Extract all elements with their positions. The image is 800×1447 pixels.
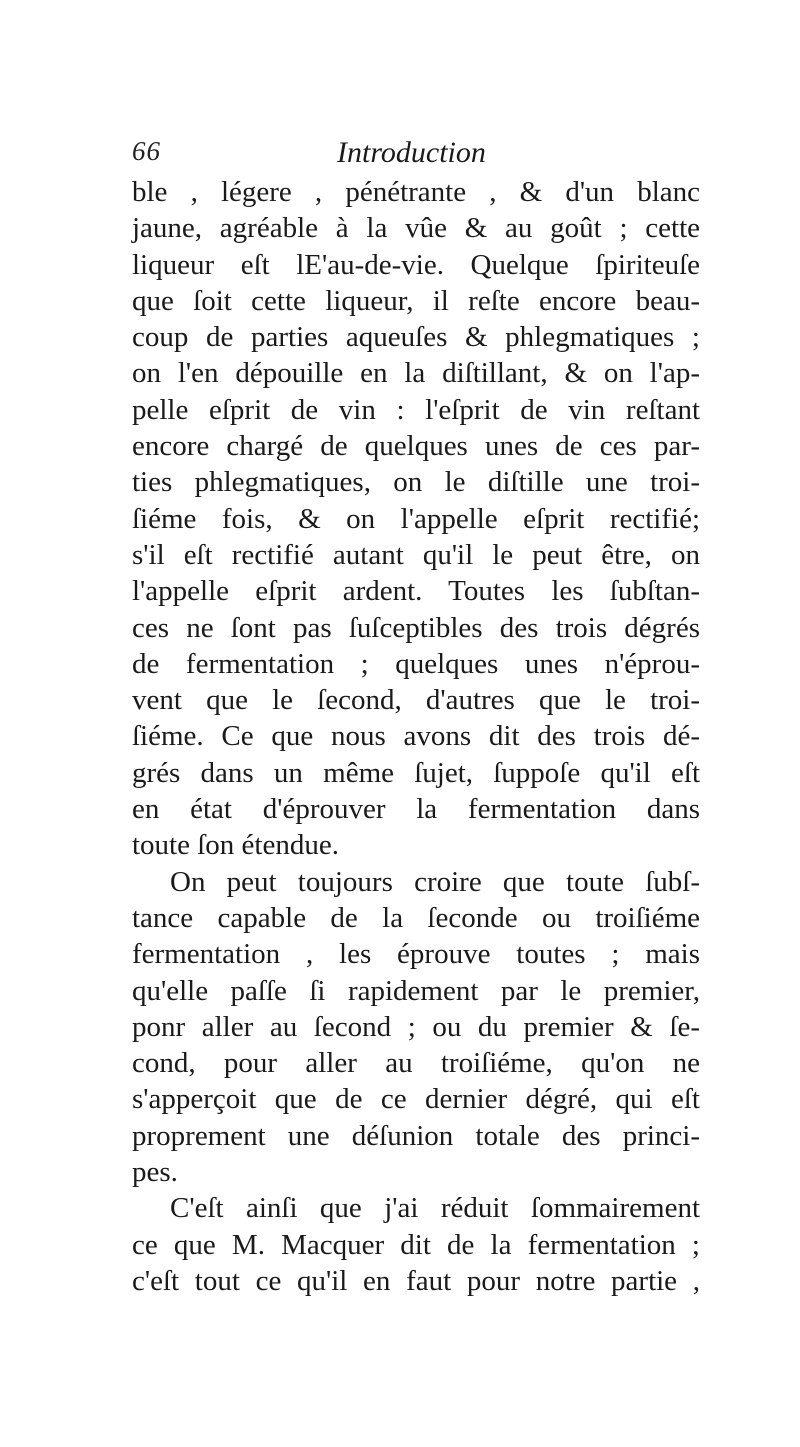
running-title: Introduction (337, 136, 486, 169)
text-line: cond, pour aller au troiſiéme, qu'on ne (132, 1047, 700, 1080)
text-line: s'il eſt rectifié autant qu'il le peut être, on (132, 538, 700, 571)
text-line: toute ſon étendue. (132, 829, 339, 862)
text-line: On peut toujours croire que toute ſubſ- (170, 865, 700, 898)
text-line: en état d'éprouver la fermentation dans (132, 793, 700, 826)
text-line: pelle eſprit de vin : l'eſprit de vin reſtant (132, 393, 700, 426)
page-header (132, 136, 700, 176)
text-line: qu'elle paſſe ſi rapidement par le premier, (132, 974, 700, 1007)
text-line: s'apperçoit que de ce dernier dégré, qui eſt (132, 1083, 700, 1116)
text-line: ties phlegmatiques, on le diſtille une troi- (132, 466, 700, 499)
text-line: ble , légere , pénétrante , & d'un blanc (132, 176, 700, 208)
text-line: liqueur eſt lE'au-de-vie. Quelque ſpiriteuſe (132, 248, 700, 281)
text-line: de fermentation ; quelques unes n'éprou- (132, 647, 700, 680)
text-line: jaune, agréable à la vûe & au goût ; cette (132, 212, 700, 245)
text-line: fermentation , les éprouve toutes ; mais (132, 938, 700, 971)
text-line: pes. (132, 1156, 178, 1189)
body-text (132, 174, 700, 1299)
page-number: 66 (132, 136, 161, 166)
text-line: grés dans un même ſujet, ſuppoſe qu'il eſt (132, 756, 700, 789)
text-line: ſiéme. Ce que nous avons dit des trois dé- (132, 720, 700, 753)
text-line: coup de parties aqueuſes & phlegmatiques ; (132, 321, 700, 354)
text-line: encore chargé de quelques unes de ces par- (132, 430, 700, 463)
text-line: ce que M. Macquer dit de la fermentation ; (132, 1228, 700, 1261)
text-line: l'appelle eſprit ardent. Toutes les ſubſtan- (132, 575, 700, 608)
text-line: proprement une déſunion totale des princi- (132, 1119, 700, 1152)
text-line: ponr aller au ſecond ; ou du premier & ſe- (132, 1010, 700, 1043)
text-line: vent que le ſecond, d'autres que le troi- (132, 684, 700, 717)
text-line: ſiéme fois, & on l'appelle eſprit rectifié; (132, 502, 700, 535)
text-line: tance capable de la ſeconde ou troiſiéme (132, 901, 700, 934)
text-line: que ſoit cette liqueur, il reſte encore beau- (132, 284, 700, 317)
text-line: C'eſt ainſi que j'ai réduit ſommairement (170, 1192, 700, 1225)
text-line: ces ne ſont pas ſuſceptibles des trois dégrés (132, 611, 700, 644)
text-line: c'eſt tout ce qu'il en faut pour notre partie , (132, 1264, 700, 1297)
text-line: on l'en dépouille en la diſtillant, & on l'ap- (132, 357, 700, 390)
